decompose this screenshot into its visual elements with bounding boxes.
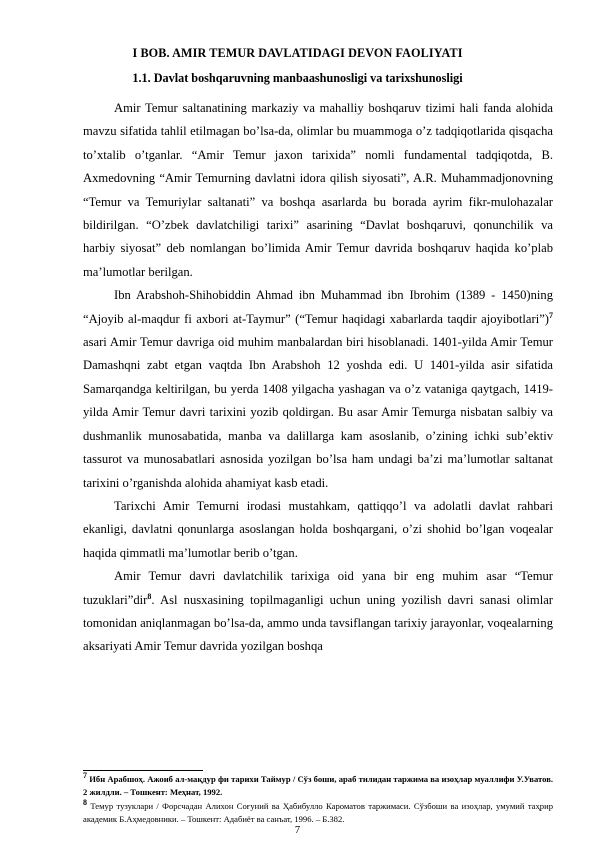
footnote-text: Ибн Арабшоҳ. Ажоиб ал-мақдур фи тарихи Таймур / Сўз боши, араб тилидан таржима ва изоҳлар муаллифи У.Уватов. 2 жилдли. – Тошкент: Меҳнат, 1992. (83, 774, 553, 798)
footnote-ref[interactable]: 8 (147, 591, 152, 601)
chapter-heading: I BOB. AMIR TEMUR DAVLATIDAGI DEVON FAOLIYATI (132, 46, 463, 60)
paragraph-text: Amir Temur davri davlatchilik tarixiga oid yana bir eng muhim asar “Temur tuzuklari”dir (83, 569, 553, 607)
paragraph-text: Amir Temur saltanatining markaziy va mahalliy boshqaruv tizimi hali fanda alohida mavzu sifatida tahlil etilmagan bo’lsa-da, olimlar bu muammoga o’z tadqiqotlarida qisqacha to’xtalib o’tganlar. “Amir Temur jaxon tarixida” nomli fundamental tadqiqotda, B. Axmedovning “Amir Temurning davlatni idora qilish siyosati”, A.R. Muhammadjonovning “Temur va Temuriylar saltanati” va boshqa asarlarda bu borada ayrim fikr-mulohazalar bildirilgan. “O’zbek davlatchiligi tarixi” asarining “Davlat boshqaruvi, qonunchilik va harbiy siyosat” deb nomlangan bo’limida Amir Temur davrida boshqaruv haqida ko’plab ma’lumotlar berilgan. (83, 101, 553, 279)
paragraph-text: . Asl nusxasining topilmaganligi uchun uning yozilish davri sanasi olimlar tomonidan aniqlanmagan bo’lsa-da, ammo unda tavsiflangan tarixiy jarayonlar, voqealarning aksariyati Amir Temur davrida yozilgan boshqa (83, 592, 553, 654)
paragraph (83, 495, 553, 565)
paragraph (83, 97, 553, 284)
footnote-ref[interactable]: 7 (549, 310, 553, 320)
paragraph (83, 565, 553, 659)
footnote-text: Темур тузуклари / Форсчадан Алихон Соғуний ва Ҳабибулло Кароматов таржимаси. Сўзбоши ва изоҳлар, умумий таҳрир академик Б.Аҳмедовники. – Тошкент: Адабиёт ва санъат, 1996. – Б.382. (83, 800, 553, 825)
footnotes (83, 773, 553, 827)
section-heading: 1.1. Davlat boshqaruvning manbaashunosligi va tarixshunosligi (132, 71, 463, 85)
paragraph-text: asari Amir Temur davriga oid muhim manbalardan biri hisoblanadi. 1401-yilda Amir Temur Damashqni zabt etgan vaqtda Ibn Arabshoh 12 yoshda edi. U 1401-yilda asir sifatida Samarqandga keltirilgan, bu yerda 1408 yilgacha yashagan va o’z vataniga qaytgach, 1419-yilda Amir Temur davri tarixini yozib qoldirgan. Bu asar Amir Temurga nisbatan salbiy va dushmanlik munosabatida, manba va dalillarga kam asoslanib, o’zining ichki sub’ektiv tassurot va munosabatlari asnosida yozilgan bo’lsa ham undagi ba’zi ma’lumotlar saltanat tarixini o’rganishda alohida ahamiyat kasb etadi. (83, 335, 553, 490)
footnote-number: 7 (83, 771, 87, 781)
footnote (83, 797, 553, 827)
footnote-number: 8 (83, 797, 87, 807)
body-text (83, 97, 553, 659)
paragraph-text: Tarixchi Amir Temurni irodasi mustahkam, qattiqqo’l va adolatli davlat rahbari ekanligi, davlatni qonunlarga asoslangan holda boshqargani, o’zi shohid bo’lgan voqealar haqida qimmatli ma’lumotlar berib o’tgan. (83, 498, 553, 560)
footnote-separator (83, 770, 203, 771)
footnote (83, 773, 553, 800)
paragraph (83, 284, 553, 495)
page-number: 7 (294, 825, 301, 836)
paragraph-text: Ibn Arabshoh-Shihobiddin Ahmad ibn Muhammad ibn Ibrohim (1389 - 1450)ning “Ajoyib al-maqdur fi axbori at-Taymur” (“Temur haqidagi xabarlarda taqdir ajoyibotlari”) (83, 288, 553, 326)
